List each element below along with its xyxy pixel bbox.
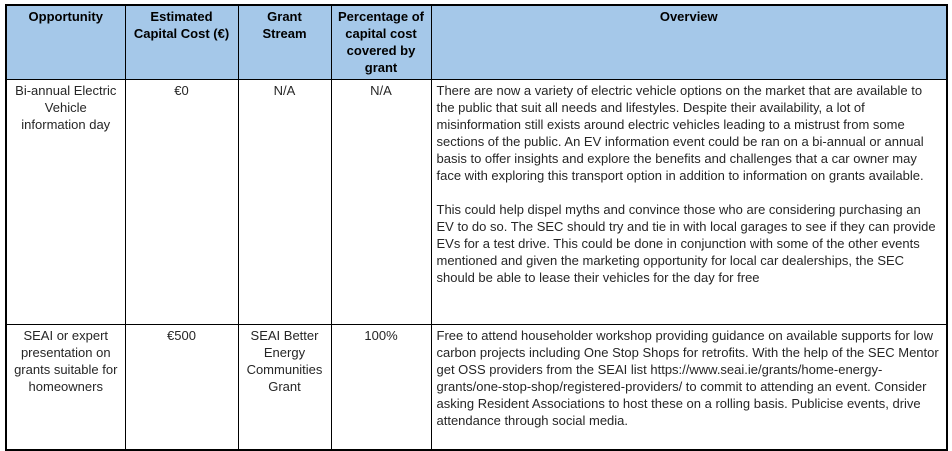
capital-cost-cell: €500 [125, 325, 238, 451]
column-header-grant-stream: Grant Stream [238, 5, 331, 80]
capital-cost-cell: €0 [125, 80, 238, 325]
column-header-estimated-capital-cost: Estimated Capital Cost (€) [125, 5, 238, 80]
overview-cell [431, 325, 947, 451]
table-body [6, 80, 947, 451]
opportunities-table [5, 4, 948, 451]
percentage-cell: 100% [331, 325, 431, 451]
overview-paragraph: This could help dispel myths and convince those who are considering purchasing an EV to do so. The SEC should try and tie in with local garages to see if they can provide EVs for a test drive. This could be done in conjunction with some of the other events mentioned and given the marketing opportunity for local car dealerships, the SEC should be able to lease their vehicles for the day for free [436, 202, 936, 285]
overview-paragraph: There are now a variety of electric vehicle options on the market that are available to the public that suit all needs and lifestyles. Despite their availability, a lot of misinformation still exists around electric vehicles leading to a mistrust from some sections of the public. An EV information event could be ran on a bi-annual or annual basis to offer insights and explore the benefits and challenges that a car owner may face with exploring this transport option in addition to information on grants available. [436, 83, 924, 183]
grant-stream-cell: SEAI Better Energy Communities Grant [238, 325, 331, 451]
column-header-percentage-covered: Percentage of capital cost covered by grant [331, 5, 431, 80]
column-header-opportunity: Opportunity [6, 5, 125, 80]
percentage-cell: N/A [331, 80, 431, 325]
grant-stream-cell: N/A [238, 80, 331, 325]
opportunities-table-container [5, 4, 948, 451]
opportunity-cell: Bi-annual Electric Vehicle information day [6, 80, 125, 325]
table-header [6, 5, 947, 80]
opportunity-cell: SEAI or expert presentation on grants suitable for homeowners [6, 325, 125, 451]
overview-paragraph: Free to attend householder workshop providing guidance on available supports for low carbon projects including One Stop Shops for retrofits. With the help of the SEC Mentor get OSS providers from the SEAI list https://www.seai.ie/grants/home-energy-grants/one-stop-shop/registered-providers/ to commit to attending an event. Consider asking Resident Associations to host these on a rolling basis. Publicise events, drive attendance through social media. [436, 328, 939, 428]
table-row-seai-presentation [6, 325, 947, 451]
header-row [6, 5, 947, 80]
column-header-overview: Overview [431, 5, 947, 80]
table-row-ev-information-day [6, 80, 947, 325]
overview-cell [431, 80, 947, 325]
